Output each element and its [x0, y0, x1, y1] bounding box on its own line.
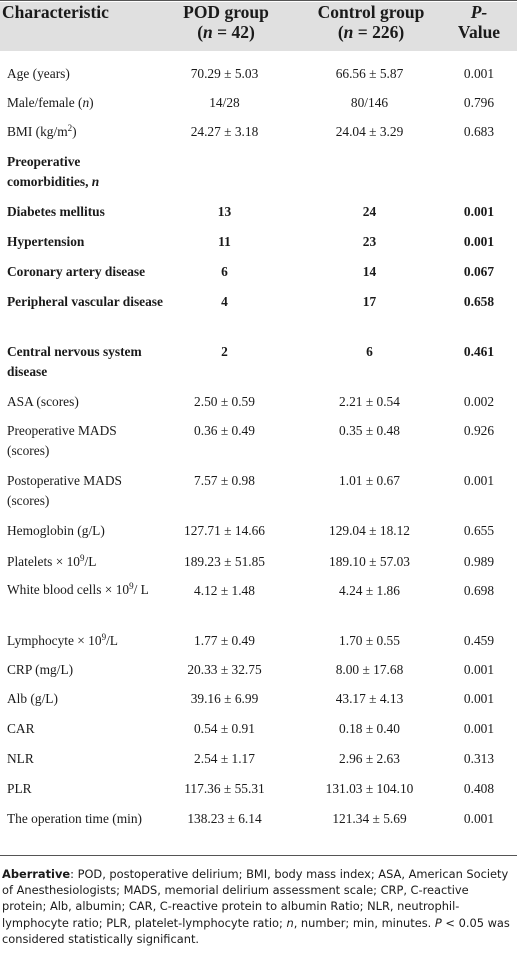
row-characteristic: Central nervous system disease [7, 344, 142, 379]
table-row-operation-time [0, 804, 517, 854]
row-control-value: 121.34 ± 5.69 [332, 811, 407, 826]
row-pod-value: 39.16 ± 6.99 [190, 691, 259, 706]
row-control-value: 189.10 ± 57.03 [329, 554, 410, 569]
table-row-sex [0, 89, 517, 119]
row-p-value: 0.989 [463, 554, 495, 569]
row-p-value: 0.001 [463, 234, 495, 249]
row-p-value: 0.655 [463, 523, 495, 538]
header-control-title: Control group [317, 2, 425, 22]
header-pod-group [160, 2, 292, 42]
row-characteristic: CRP (mg/L) [7, 662, 74, 677]
row-pod-value: 189.23 ± 51.85 [184, 554, 265, 569]
row-p-value: 0.001 [463, 473, 495, 488]
row-characteristic: Diabetes mellitus [7, 204, 105, 219]
row-p-value: 0.683 [463, 124, 495, 139]
row-characteristic: Coronary artery disease [7, 264, 146, 279]
row-control-value: 129.04 ± 18.12 [329, 523, 410, 538]
row-p-value: 0.001 [463, 811, 495, 826]
row-control-value: 131.03 ± 104.10 [325, 781, 414, 796]
row-pod-value: 1.77 ± 0.49 [194, 633, 255, 648]
table-row-albumin [0, 685, 517, 716]
row-characteristic: Platelets × $10^9/L$ [7, 553, 97, 569]
row-pod-value: 0.54 ± 0.91 [194, 721, 255, 736]
row-control-value: 1.70 ± 0.55 [339, 633, 400, 648]
row-p-value: 0.001 [463, 691, 495, 706]
table-row-white-blood-cells [0, 576, 517, 627]
table-row-preop-mads [0, 417, 517, 468]
row-pod-value: 0.36 ± 0.49 [194, 423, 255, 438]
row-pod-value: 127.71 ± 14.66 [184, 523, 265, 538]
row-p-value: 0.313 [463, 751, 495, 766]
table-row-diabetes [0, 198, 517, 228]
row-characteristic: PLR [7, 781, 32, 796]
row-p-value: 0.408 [463, 781, 495, 796]
table-row-postop-mads [0, 467, 517, 518]
row-control-value: 14 [362, 264, 377, 279]
row-characteristic: Preoperative MADS (scores) [7, 423, 117, 458]
row-characteristic: Age (years) [7, 66, 70, 81]
table-row-lymphocyte [0, 626, 517, 657]
table-row-hemoglobin [0, 517, 517, 548]
row-control-value: 0.35 ± 0.48 [339, 423, 400, 438]
table-row-plr [0, 775, 517, 805]
row-control-value: 4.24 ± 1.86 [339, 583, 400, 598]
row-characteristic: NLR [7, 751, 34, 766]
row-characteristic: ASA (scores) [7, 394, 79, 409]
row-p-value: 0.001 [463, 66, 495, 81]
row-control-value: 80/146 [350, 95, 389, 110]
header-characteristic: Characteristic [2, 2, 109, 22]
row-pod-value: 117.36 ± 55.31 [184, 781, 265, 796]
row-characteristic: Hypertension [7, 234, 85, 249]
row-control-value: 43.17 ± 4.13 [335, 691, 404, 706]
row-characteristic: Preoperative comorbidities, n [7, 154, 100, 189]
table-header [0, 2, 517, 51]
row-control-value: 0.18 ± 0.40 [339, 721, 400, 736]
row-characteristic: BMI $(kg/m^2)$ [7, 123, 77, 139]
row-p-value: 0.067 [463, 264, 495, 279]
header-p-value-word: Value [457, 22, 501, 42]
row-p-value: 0.658 [463, 294, 495, 309]
row-characteristic: White blood cells × $10^9/$ L [7, 581, 149, 597]
row-p-value: 0.001 [463, 721, 495, 736]
row-characteristic: Male/female (n) [7, 95, 94, 110]
row-characteristic: Peripheral vascular disease [7, 294, 163, 309]
row-pod-value: 7.57 ± 0.98 [194, 473, 255, 488]
table-row-bmi [0, 118, 517, 149]
row-characteristic: Alb (g/L) [7, 691, 58, 706]
row-characteristic: The operation time (min) [7, 811, 142, 826]
row-control-value: 17 [362, 294, 377, 309]
row-p-value: 0.796 [463, 95, 495, 110]
table-row-hypertension [0, 227, 517, 258]
table-row-platelets [0, 547, 517, 577]
row-pod-value: 24.27 ± 3.18 [190, 124, 259, 139]
table-row-comorbidities-heading [0, 148, 517, 199]
row-p-value: 0.698 [463, 583, 495, 598]
row-pod-value: 20.33 ± 32.75 [187, 662, 262, 677]
row-pod-value: 4 [221, 294, 228, 309]
row-characteristic: Postoperative MADS (scores) [7, 473, 122, 508]
row-pod-value: 14/28 [209, 95, 240, 110]
row-control-value: 6 [366, 344, 373, 359]
row-control-value: 2.21 ± 0.54 [339, 394, 400, 409]
row-pod-value: 4.12 ± 1.48 [194, 583, 255, 598]
header-pod-n: (n = 42) [197, 22, 255, 42]
header-p-value [446, 2, 512, 42]
row-p-value: 0.461 [463, 344, 495, 359]
row-control-value: 8.00 ± 17.68 [335, 662, 404, 677]
table-row-asa [0, 387, 517, 418]
table-row-nlr [0, 745, 517, 776]
row-pod-value: 70.29 ± 5.03 [190, 66, 259, 81]
header-pod-title: POD group [183, 2, 269, 22]
row-control-value: 24.04 ± 3.29 [335, 124, 404, 139]
table-bottom-rule [0, 855, 517, 856]
table-row-car [0, 715, 517, 746]
row-pod-value: 138.23 ± 6.14 [187, 811, 262, 826]
row-control-value: 2.96 ± 2.63 [339, 751, 400, 766]
row-p-value: 0.459 [463, 633, 495, 648]
row-characteristic: CAR [7, 721, 35, 736]
table-row-cns-disease [0, 337, 517, 388]
row-p-value: 0.001 [463, 204, 495, 219]
row-characteristic: Lymphocyte × $10^9/L$ [7, 632, 118, 648]
row-pod-value: 13 [217, 204, 232, 219]
table-top-rule [0, 0, 517, 1]
row-control-value: 66.56 ± 5.87 [335, 66, 404, 81]
table-footnote: Aberrative: POD, postoperative delirium; BMI, body mass index; ASA, American Society of Anesthesiologists; MADS, memorial delirium assessment scale; CRP, C-reactive protein; Alb, albumin; CAR, C-reactive protein to albumin Ratio; NLR, neutrophil-lymphocyte ratio; PLR, platelet-lymphocyte ratio; n, number; min, minutes. P < 0.05 was considered statistically significant. [2, 867, 510, 946]
row-p-value: 0.001 [463, 662, 495, 677]
row-control-value: 23 [362, 234, 377, 249]
header-p-letter: P- [470, 2, 488, 22]
header-control-group [302, 2, 440, 42]
table-row-coronary [0, 257, 517, 288]
row-characteristic: Hemoglobin (g/L) [7, 523, 105, 538]
row-pod-value: 2.50 ± 0.59 [194, 394, 255, 409]
header-control-n: (n = 226) [337, 22, 405, 42]
row-pod-value: 2 [221, 344, 228, 359]
row-pod-value: 11 [218, 234, 231, 249]
table-row-age [0, 60, 517, 90]
row-control-value: 1.01 ± 0.67 [339, 473, 400, 488]
row-p-value: 0.002 [463, 394, 495, 409]
row-p-value: 0.926 [463, 423, 495, 438]
row-pod-value: 2.54 ± 1.17 [194, 751, 255, 766]
row-pod-value: 6 [221, 264, 228, 279]
table-row-crp [0, 656, 517, 686]
table-row-peripheral-vascular [0, 287, 517, 338]
row-control-value: 24 [362, 204, 377, 219]
